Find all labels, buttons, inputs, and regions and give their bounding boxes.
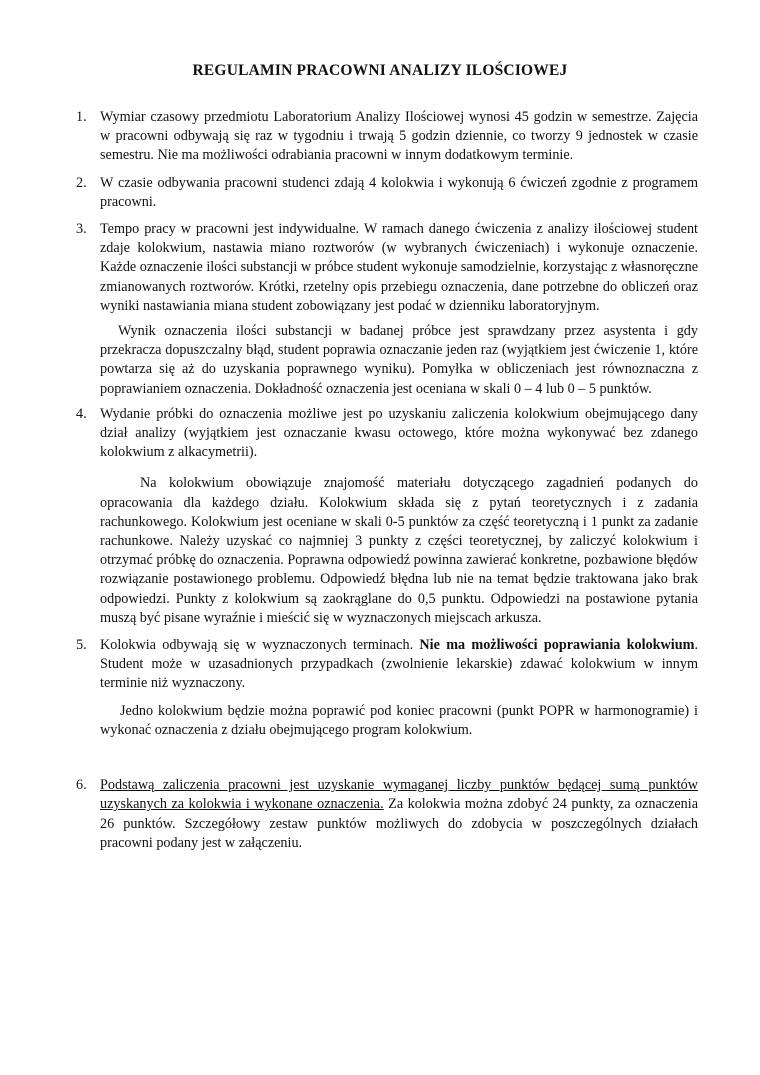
- item-text-underlined: Podstawą zaliczenia pracowni jest uzyskanie wymaganej liczby punktów będącej sumą punktów uzyskanych za kolokwia i wykonane oznaczenia.: [100, 777, 698, 813]
- item-text-bold: Nie ma możliwości poprawiania kolokwium: [419, 637, 695, 654]
- regulations-list: [76, 108, 698, 861]
- list-item: [76, 636, 698, 694]
- item-paragraph: Wynik oznaczenia ilości substancji w badanej próbce jest sprawdzany przez asystenta i gdy przekracza dopuszczalny błąd, student poprawia oznaczanie jeden raz (wyjątkiem jest ćwiczenie 1, które powtarza się aż do uzyskania poprawnego wyniku). Pomyłka w obliczeniach jest równoznaczna z poprawianiem oznaczenia. Dokładność oznaczenia jest oceniana w skali 0 – 4 lub 0 – 5 punktów.: [100, 323, 698, 397]
- item-text-end: . Student może w uzasadnionych przypadkach (zwolnienie lekarskie) zdawać kolokwium w innym terminie niż wyznaczony.: [100, 637, 698, 692]
- list-item: [76, 174, 698, 212]
- item-number: 5.: [76, 637, 87, 654]
- item-text: Tempo pracy w pracowni jest indywidualne. W ramach danego ćwiczenia z analizy ilościowej student zdaje kolokwium, nastawia miano roztworów (w wybranych ćwiczeniach) i wykonuje oznaczenie. Każde oznaczenie ilości substancji w próbce student wykonuje samodzielnie, korzystając z własnoręczne zmianowanych roztworów. Krótki, rzetelny opis przebiegu oznaczenia, dane potrzebne do obliczeń oraz wyniki nastawiania miana student zobowiązany jest podać w dzienniku laboratoryjnym.: [100, 221, 699, 314]
- list-item: [76, 405, 698, 463]
- item-number: 6.: [76, 777, 87, 794]
- list-item: [76, 776, 698, 853]
- item-text-start: Kolokwia odbywają się w wyznaczonych terminach.: [100, 637, 420, 654]
- item-number: 2.: [76, 174, 87, 191]
- item-number: 1.: [76, 109, 87, 125]
- item-text: [100, 636, 698, 694]
- page-title: REGULAMIN PRACOWNI ANALIZY ILOŚCIOWEJ: [192, 62, 568, 79]
- item-paragraph: Na kolokwium obowiązuje znajomość materiału dotyczącego zagadnień podanych do opracowania dla każdego działu. Kolokwium składa się z pytań teoretycznych i z zadania rachunkowego. Kolokwium jest oceniane w skali 0-5 punktów za część teoretyczną i 1 punkt za zadanie rachunkowe. Należy uzyskać co najmniej 3 punkty z części teoretycznej, by zaliczyć kolokwium i otrzymać próbkę do oznaczenia. Poprawna odpowiedź powinna zawierać konkretne, pozbawione błędów rozwiązanie postawionego problemu. Odpowiedź błędna lub nie na temat będzie traktowana jako brak odpowiedzi. Punkty z kolokwium są zaokrąglane do 0,5 punktu. Odpowiedzi na postawione pytania muszą być pisane wyraźnie i mieścić się w wyznaczonych miejscach arkusza.: [100, 475, 698, 626]
- item-text: [100, 776, 698, 853]
- item-text: W czasie odbywania pracowni studenci zdają 4 kolokwia i wykonują 6 ćwiczeń zgodnie z programem pracowni.: [100, 174, 698, 210]
- list-item: [76, 220, 698, 399]
- item-number: 3.: [76, 221, 87, 238]
- item-text: Wydanie próbki do oznaczenia możliwe jest po uzyskaniu zaliczenia kolokwium obejmującego dany dział analizy (wyjątkiem jest oznaczanie kwasu octowego, które można wykonywać bez zdanego kolokwium z alkacymetrii).: [100, 405, 698, 461]
- item-text-end: Za kolokwia można zdobyć 24 punkty, za oznaczenia 26 punktów. Szczegółowy zestaw punktów możliwych do zdobycia w poszczególnych działach pracowni podany jest w załączeniu.: [100, 796, 698, 851]
- item-paragraph: Jedno kolokwium będzie można poprawić pod koniec pracowni (punkt POPR w harmonogramie) i wykonać oznaczenia z działu obejmującego program kolokwium.: [100, 702, 698, 738]
- item-number: 4.: [76, 405, 87, 422]
- list-item: [76, 108, 698, 166]
- item-text: Wymiar czasowy przedmiotu Laboratorium Analizy Ilościowej wynosi 45 godzin w semestrze. Zajęcia w pracowni odbywają się raz w tygodniu i trwają 5 godzin dziennie, co tworzy 9 jednostek w czasie semestru. Nie ma możliwości odrabiania pracowni w innym dodatkowym terminie.: [100, 109, 698, 164]
